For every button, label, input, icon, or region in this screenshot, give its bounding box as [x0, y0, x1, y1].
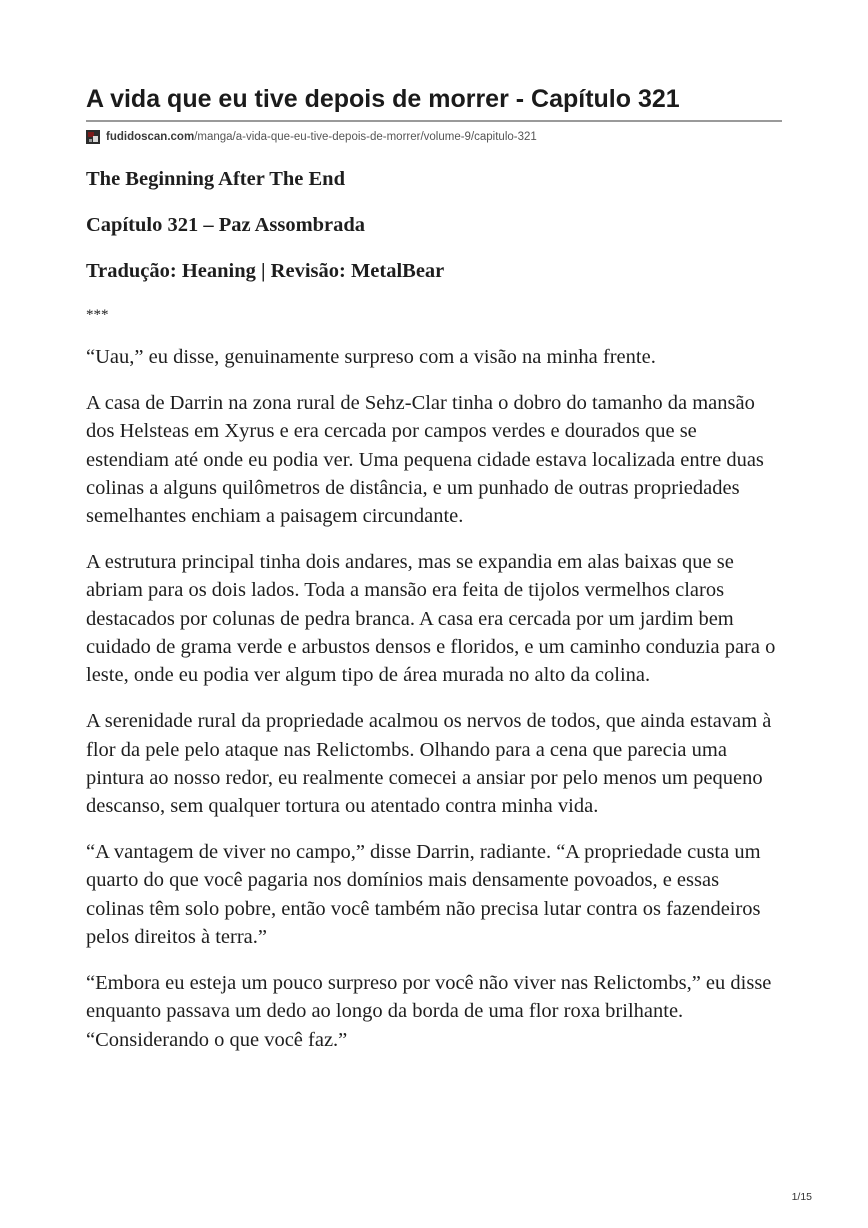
paragraph: “A vantagem de viver no campo,” disse Darrin, radiante. “A propriedade custa um quarto do que você pagaria nos domínios mais densamente povoados, e essas colinas têm solo pobre, então você também não precisa lutar contra os fazendeiros pelos direitos à terra.”	[86, 841, 761, 949]
paragraph: “Uau,” eu disse, genuinamente surpreso com a visão na minha frente.	[86, 345, 656, 368]
paragraph: A estrutura principal tinha dois andares, mas se expandia em alas baixas que se abriam para os dois lados. Toda a mansão era feita de tijolos vermelhos claros destacados por colunas de pedra branca. A casa era cercada por um jardim bem cuidado de grama verde e arbustos densos e floridos, e um caminho conduzia para o leste, onde eu podia ver algum tipo de área murada no alto da colina.	[86, 551, 776, 687]
source-link[interactable]	[86, 129, 782, 145]
section-separator: ***	[86, 306, 109, 323]
paragraph: “Embora eu esteja um pouco surpreso por você não viver nas Relictombs,” eu disse enquanto passava um dedo ao longo da borda de uma flor roxa brilhante. “Considerando o que você faz.”	[86, 972, 772, 1051]
document-page	[86, 84, 782, 1072]
page-number: 1/15	[791, 1191, 812, 1203]
series-heading: The Beginning After The End	[86, 168, 345, 190]
article-body	[86, 165, 782, 1054]
paragraph: A casa de Darrin na zona rural de Sehz-Clar tinha o dobro do tamanho da mansão dos Helsteas em Xyrus e era cercada por campos verdes e dourados que se estendiam até onde eu podia ver. Uma pequena cidade estava localizada entre duas colinas a alguns quilômetros de distância, e um punhado de outras propriedades semelhantes enchiam a paisagem circundante.	[86, 391, 764, 528]
source-path: /manga/a-vida-que-eu-tive-depois-de-morrer/volume-9/capitulo-321	[194, 131, 537, 143]
title-divider	[86, 120, 782, 122]
source-domain: fudidoscan.com	[106, 131, 195, 143]
document-title: A vida que eu tive depois de morrer - Capítulo 321	[86, 85, 680, 113]
site-favicon-icon	[86, 130, 100, 144]
credits-heading: Tradução: Heaning | Revisão: MetalBear	[86, 259, 445, 282]
chapter-heading: Capítulo 321 – Paz Assombrada	[86, 213, 366, 236]
paragraph: A serenidade rural da propriedade acalmou os nervos de todos, que ainda estavam à flor da pele pelo ataque nas Relictombs. Olhando para a cena que parecia uma pintura ao nosso redor, eu realmente comecei a ansiar por pelo menos um pequeno descanso, sem qualquer tortura ou atentado contra minha vida.	[86, 710, 772, 818]
